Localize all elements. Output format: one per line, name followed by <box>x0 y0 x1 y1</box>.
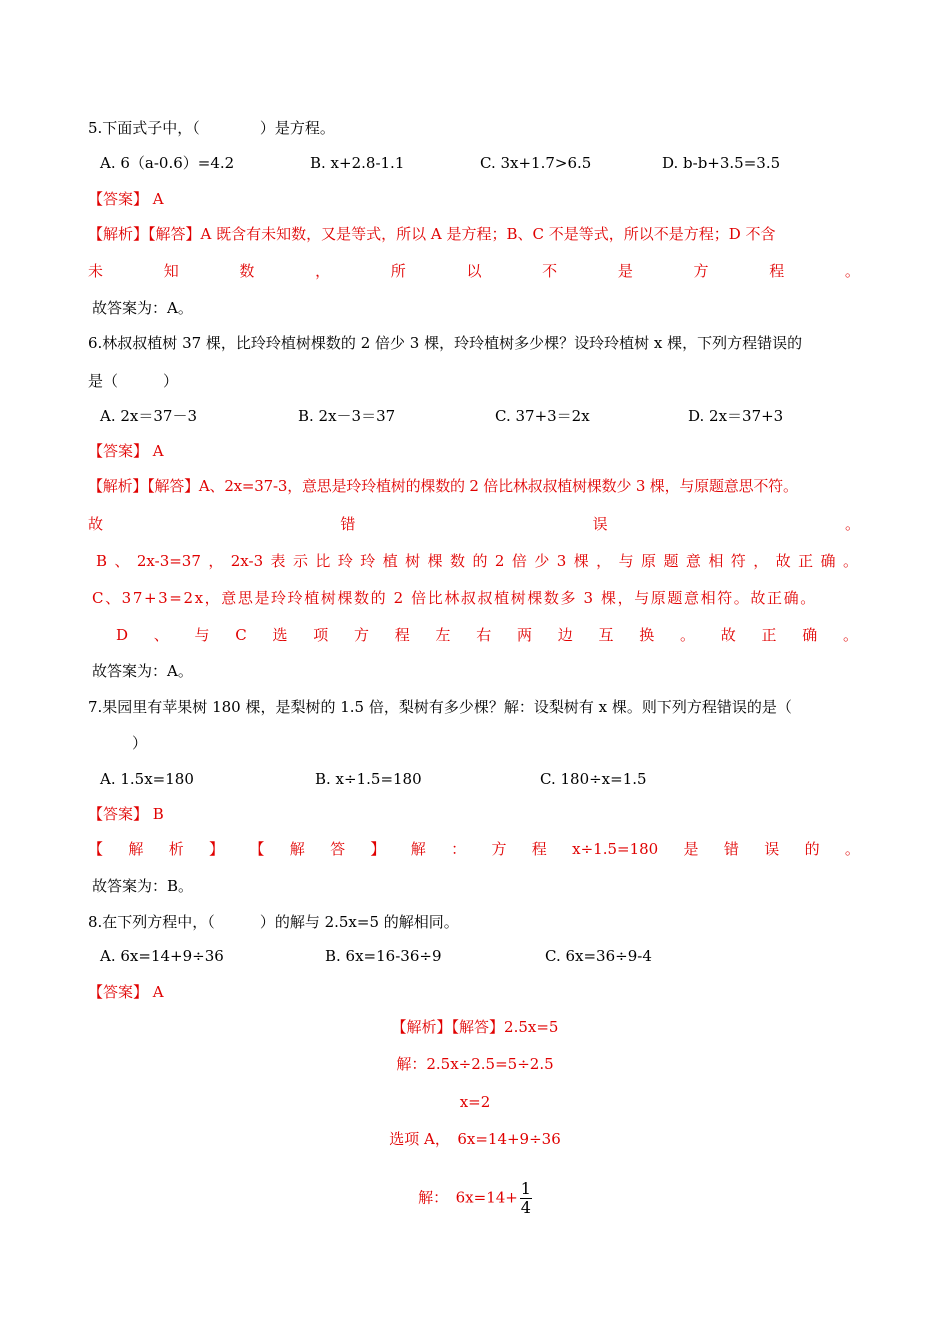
q6-word: 右 <box>476 626 492 644</box>
q6-word: 故 <box>775 552 791 570</box>
q6-word: 表 <box>270 552 286 570</box>
q7-word: 误 <box>764 840 780 858</box>
q6-word: ， <box>753 552 769 570</box>
q5-analysis-line2 <box>88 261 860 281</box>
q6-word: 左 <box>435 626 451 644</box>
q5-word: 所 <box>390 262 406 280</box>
q5-option-b: B. x+2.8-1.1 <box>310 154 405 172</box>
q6-conclusion: 故答案为：A。 <box>92 662 193 680</box>
q6-word: ， <box>208 552 224 570</box>
q6-word: D <box>116 626 129 644</box>
q8-option-b: B. 6x=16-36÷9 <box>325 947 442 965</box>
q5-word: 不 <box>542 262 558 280</box>
q5-analysis-line1: 【解析】【解答】A 既含有未知数，又是等式，所以 A 是方程；B、C 不是等式，所以不是方程；D 不含 <box>88 225 776 243</box>
q6-analysis-line5 <box>116 625 858 645</box>
q6-word: 边 <box>557 626 573 644</box>
q6-word: 与 <box>194 626 210 644</box>
q6-word: ， <box>596 552 612 570</box>
q7-word: 解 <box>128 840 144 858</box>
q7-option-b: B. x÷1.5=180 <box>315 770 422 788</box>
q6-word: 2 <box>494 552 505 570</box>
q7-word: 是 <box>683 840 699 858</box>
q7-word: 】 <box>370 840 386 858</box>
q7-word: 【 <box>88 840 104 858</box>
q6-word: 棵 <box>427 552 443 570</box>
q6-word: 确 <box>820 552 836 570</box>
q6-word: B <box>96 552 108 570</box>
fraction <box>520 1180 532 1217</box>
q5-word: 知 <box>163 262 179 280</box>
q6-word: 棵 <box>573 552 589 570</box>
q6-word: 3 <box>556 552 567 570</box>
q5-option-a: A. 6（a-0.6）=4.2 <box>100 154 235 172</box>
q5-option-d: D. b-b+3.5=3.5 <box>662 154 781 172</box>
q6-word: 互 <box>598 626 614 644</box>
q6-analysis-line3 <box>96 551 858 571</box>
q5-answer: 【答案】 A <box>88 190 164 208</box>
q8-option-a: A. 6x=14+9÷36 <box>100 947 224 965</box>
q6-word: 故 <box>720 626 736 644</box>
q8-analysis-line2: 解：2.5x÷2.5=5÷2.5 <box>396 1055 554 1073</box>
q6-word: 。 <box>679 626 695 644</box>
q8-option-c: C. 6x=36÷9-4 <box>545 947 652 965</box>
q6-word: 玲 <box>360 552 376 570</box>
q5-word: 程 <box>769 262 785 280</box>
q5-word: ， <box>315 262 331 280</box>
q7-question-line1: 7.果园里有苹果树 180 棵，是梨树的 1.5 倍，梨树有多少棵？解：设梨树有 x 棵。则下列方程错误的是（ <box>88 698 792 716</box>
q8-analysis-line4: 选项 A， 6x=14+9÷36 <box>389 1130 561 1148</box>
q6-option-d: D. 2x＝37+3 <box>688 407 784 425</box>
q7-option-c: C. 180÷x=1.5 <box>540 770 647 788</box>
q7-question-line2: ） <box>132 734 148 752</box>
q6-word: 正 <box>761 626 777 644</box>
q6-option-c: C. 37+3＝2x <box>495 407 590 425</box>
q6-word: 选 <box>272 626 288 644</box>
q6-word: 、 <box>114 552 130 570</box>
q7-analysis-line1 <box>88 839 860 859</box>
q8-question: 8.在下列方程中，（ ）的解与 2.5x=5 的解相同。 <box>88 913 459 931</box>
q6-word: 符 <box>730 552 746 570</box>
q5-word: 未 <box>88 262 104 280</box>
q6-question-line2: 是（ ） <box>88 372 179 390</box>
q6-word: 2x-3 <box>230 552 264 570</box>
q6-word: 的 <box>472 552 488 570</box>
q6-word: 示 <box>292 552 308 570</box>
q7-word: 的 <box>804 840 820 858</box>
q6-word: 误 <box>592 515 608 533</box>
q6-word: 树 <box>405 552 421 570</box>
q5-word: 是 <box>617 262 633 280</box>
q6-option-b: B. 2x－3＝37 <box>298 407 396 425</box>
q6-word: 倍 <box>511 552 527 570</box>
q6-word: 正 <box>798 552 814 570</box>
q7-word: 【 <box>249 840 265 858</box>
q6-word: 两 <box>516 626 532 644</box>
q7-conclusion: 故答案为：B。 <box>92 877 194 895</box>
q6-word: 玲 <box>337 552 353 570</box>
q6-word: 植 <box>382 552 398 570</box>
q7-answer: 【答案】 B <box>88 805 164 823</box>
q7-word: 程 <box>531 840 547 858</box>
q6-word: 错 <box>340 515 356 533</box>
q6-analysis-line4: C、37+3=2x，意思是玲玲植树棵数的 2 倍比林叔叔植树棵数多 3 棵，与原题意相符。故正确。 <box>92 589 817 607</box>
q7-word: 。 <box>844 840 860 858</box>
q6-word: 2x-3=37 <box>136 552 201 570</box>
q6-word: 换 <box>639 626 655 644</box>
q7-word: 】 <box>209 840 225 858</box>
q5-option-c: C. 3x+1.7>6.5 <box>480 154 592 172</box>
q7-word: 错 <box>723 840 739 858</box>
q5-word: 。 <box>844 262 860 280</box>
q7-option-a: A. 1.5x=180 <box>100 770 194 788</box>
q6-word: 比 <box>315 552 331 570</box>
q5-word: 方 <box>693 262 709 280</box>
q6-question-line1: 6.林叔叔植树 37 棵，比玲玲植树棵数的 2 倍少 3 棵，玲玲植树多少棵？设玲玲植树 x 棵，下列方程错误的 <box>88 334 803 352</box>
q7-word: 方 <box>491 840 507 858</box>
q6-answer: 【答案】 A <box>88 442 164 460</box>
q6-word: 数 <box>450 552 466 570</box>
q6-word: 。 <box>842 552 858 570</box>
q6-word: 方 <box>353 626 369 644</box>
q8-analysis-line5 <box>0 1180 950 1217</box>
q6-word: 。 <box>844 515 860 533</box>
q7-word: ： <box>451 840 467 858</box>
fraction-denominator: 4 <box>520 1198 531 1217</box>
q6-word: 确 <box>802 626 818 644</box>
q6-word: 原 <box>641 552 657 570</box>
q8-analysis-line3: x=2 <box>459 1093 491 1111</box>
q5-conclusion: 故答案为：A。 <box>92 299 193 317</box>
q7-word: x÷1.5=180 <box>572 840 659 858</box>
q6-word: 故 <box>88 515 104 533</box>
q6-word: 少 <box>534 552 550 570</box>
q6-analysis-line1: 【解析】【解答】A、2x=37-3，意思是玲玲植树的棵数的 2 倍比林叔叔植树棵数少 3 棵，与原题意思不符。 <box>88 477 798 495</box>
q6-word: 相 <box>708 552 724 570</box>
q6-word: 与 <box>618 552 634 570</box>
fraction-numerator: 1 <box>520 1179 531 1198</box>
q6-word: 意 <box>685 552 701 570</box>
q7-word: 解 <box>289 840 305 858</box>
q5-word: 数 <box>239 262 255 280</box>
q6-word: 题 <box>663 552 679 570</box>
q7-word: 答 <box>330 840 346 858</box>
q6-option-a: A. 2x＝37－3 <box>100 407 198 425</box>
q6-word: 、 <box>153 626 169 644</box>
q8-analysis-line5-prefix: 解： 6x=14+ <box>418 1188 518 1207</box>
q5-word: 以 <box>466 262 482 280</box>
q6-word: 。 <box>842 626 858 644</box>
q6-word: 程 <box>394 626 410 644</box>
q5-question: 5.下面式子中，（ ）是方程。 <box>88 119 335 137</box>
q8-answer: 【答案】 A <box>88 983 164 1001</box>
q7-word: 析 <box>168 840 184 858</box>
q6-word: C <box>235 626 247 644</box>
q6-analysis-line2 <box>88 514 860 534</box>
q6-word: 项 <box>313 626 329 644</box>
q7-word: 解 <box>410 840 426 858</box>
q8-analysis-line1: 【解析】【解答】2.5x=5 <box>391 1018 559 1036</box>
